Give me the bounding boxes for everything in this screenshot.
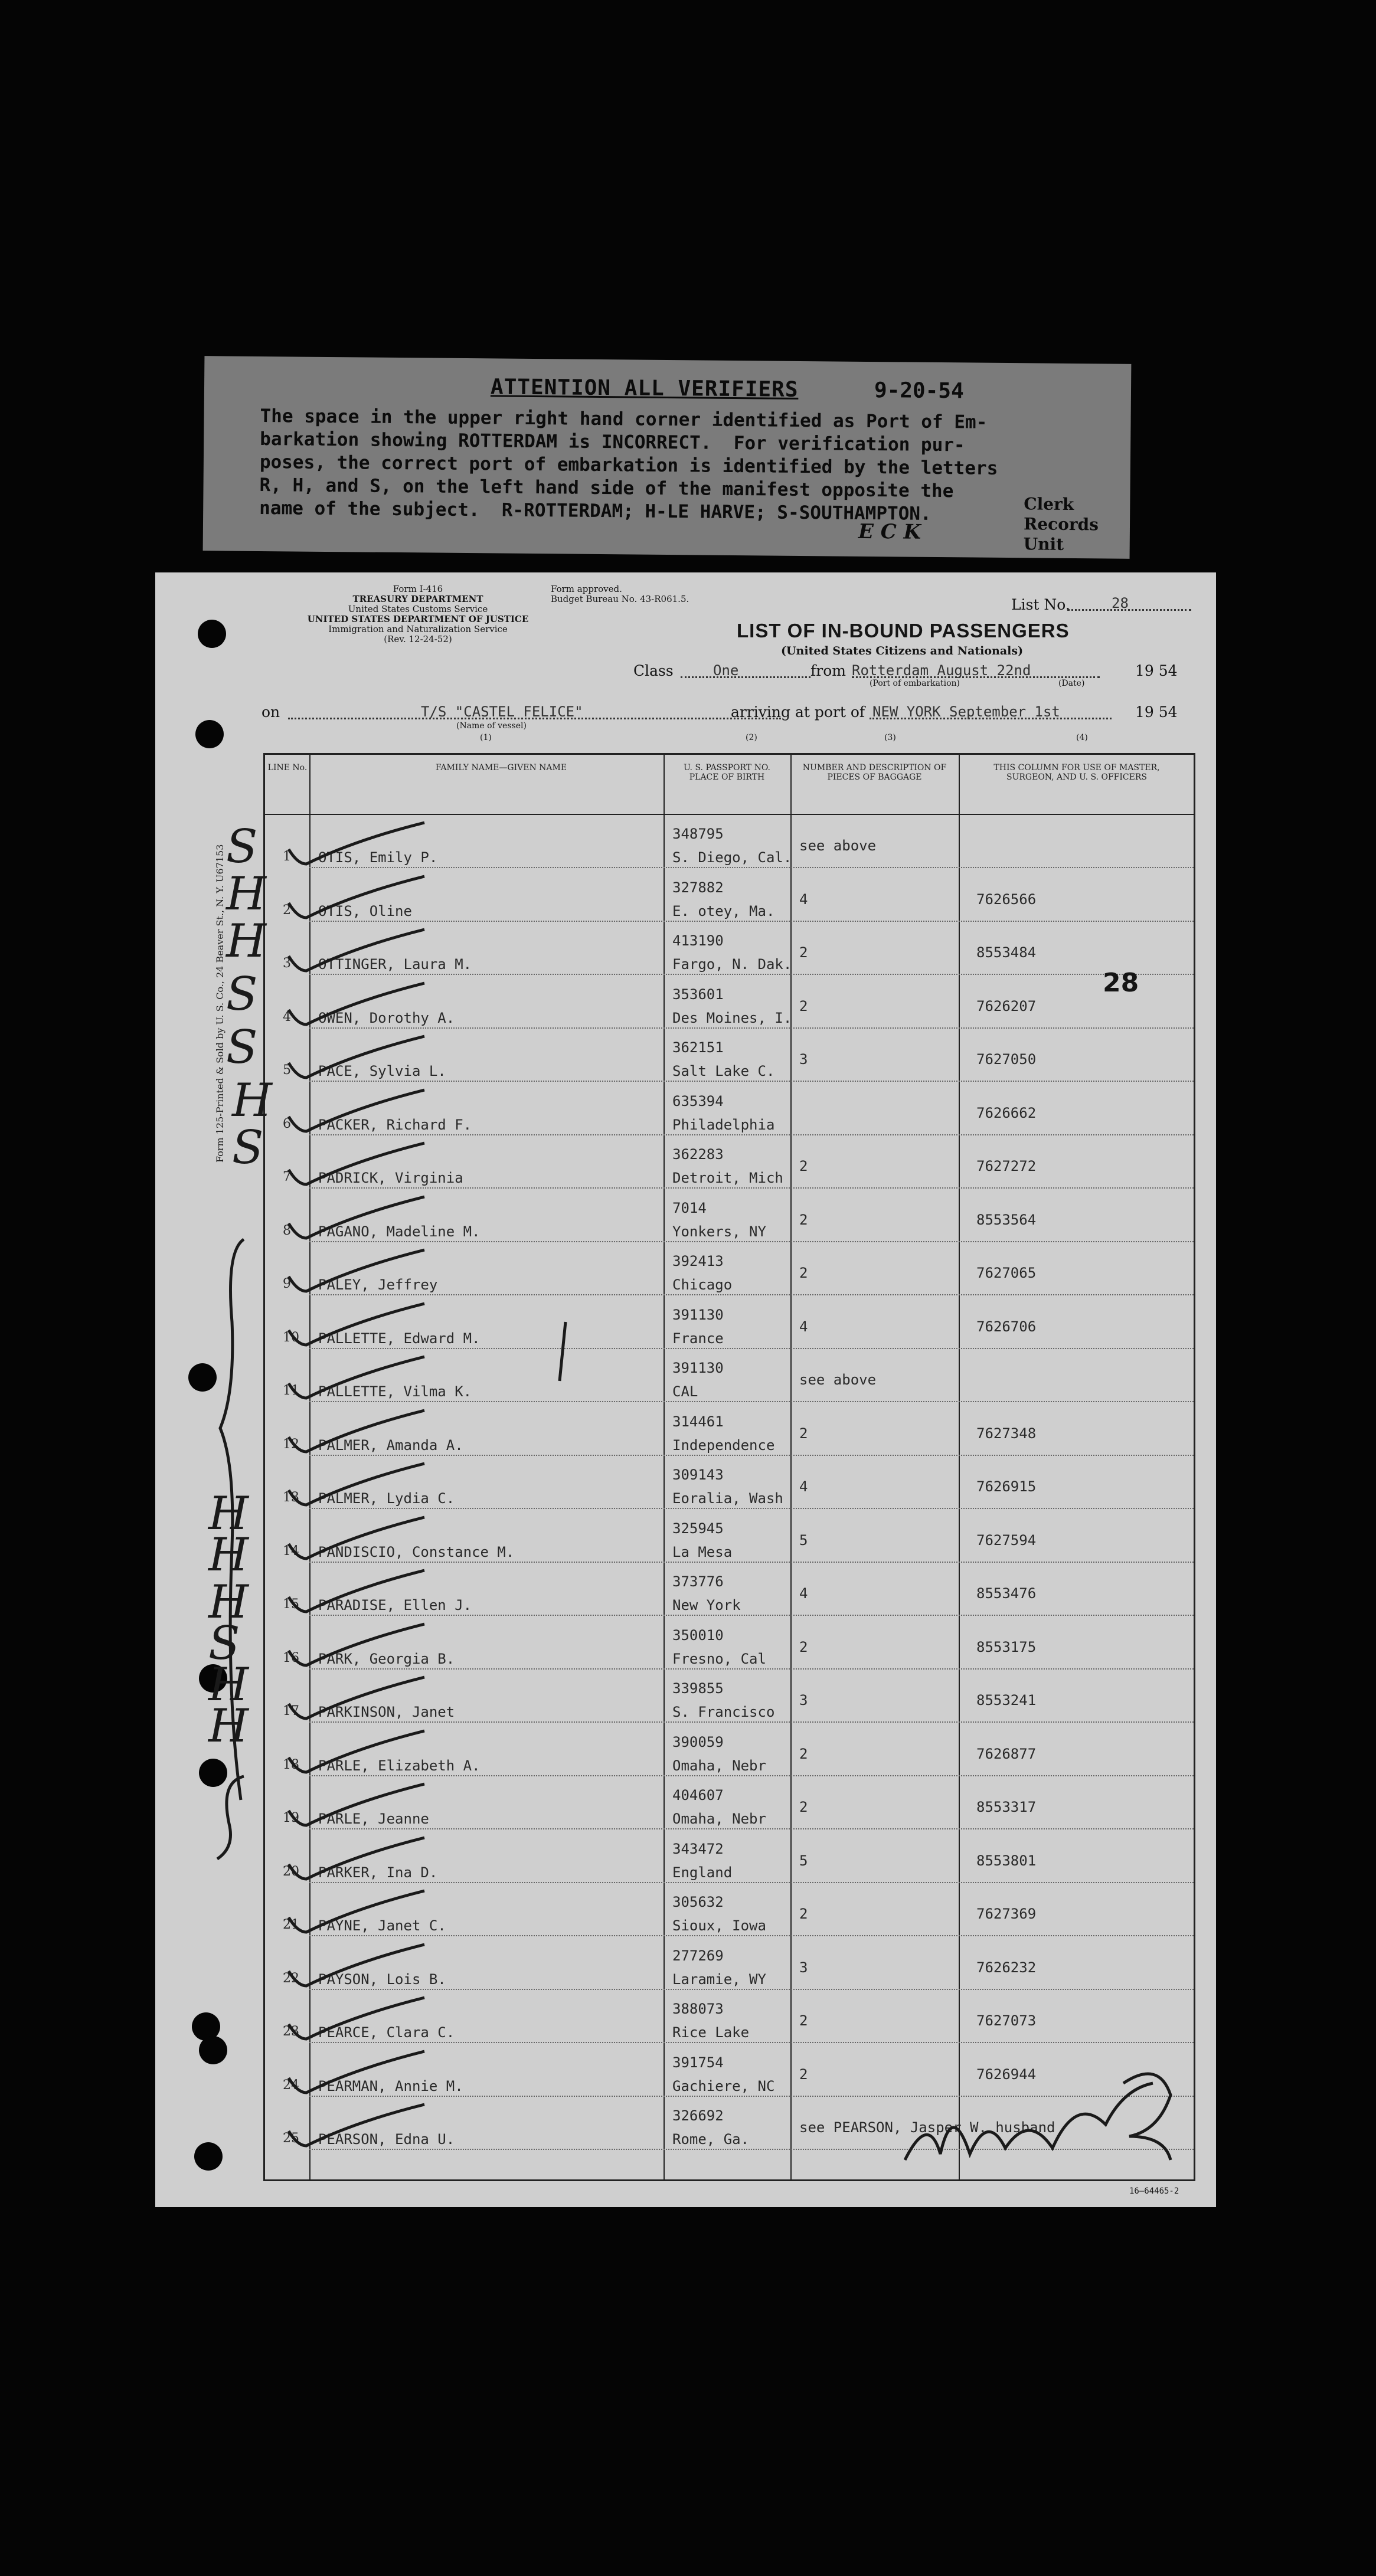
margin-letter: H	[208, 1528, 249, 1582]
baggage-count: 2	[799, 1906, 808, 1922]
place-of-birth: England	[672, 1864, 733, 1881]
col-header-name: FAMILY NAME—GIVEN NAME	[435, 763, 567, 773]
col-header-line: LINE No.	[267, 763, 308, 773]
baggage-count: 2	[799, 1799, 808, 1815]
officer-number: 7627594	[976, 1531, 1037, 1549]
baggage-count: 4	[799, 1585, 808, 1602]
passenger-name: PARADISE, Ellen J.	[318, 1597, 472, 1613]
officer-number: 8553175	[976, 1638, 1037, 1655]
margin-letter: S	[226, 820, 258, 873]
place-of-birth: Omaha, Nebr	[672, 1811, 766, 1827]
passport-number: 339855	[672, 1680, 724, 1697]
budget-bureau: Budget Bureau No. 43-R061.5.	[551, 594, 689, 604]
line-number: 15	[283, 1597, 299, 1612]
passport-number: 391754	[672, 2054, 724, 2071]
line-number: 22	[283, 1971, 299, 1986]
passenger-name: PEARMAN, Annie M.	[318, 2077, 463, 2094]
line-number: 5	[283, 1063, 291, 1078]
dept-treasury: TREASURY DEPARTMENT	[352, 594, 483, 604]
passenger-name: PARLE, Elizabeth A.	[318, 1757, 481, 1774]
baggage-count: 3	[799, 1051, 808, 1068]
passenger-name: PACE, Sylvia L.	[318, 1063, 446, 1079]
passenger-name: PAYSON, Lois B.	[318, 1971, 446, 1988]
officer-number: 7626877	[976, 1745, 1037, 1762]
baggage-count: 2	[799, 1211, 808, 1228]
baggage-count: 5	[799, 1852, 808, 1869]
passenger-name: PALEY, Jeffrey	[318, 1276, 438, 1293]
officer-number: 7626232	[976, 1959, 1037, 1976]
dept-ins: Immigration and Naturalization Service	[328, 624, 508, 634]
passport-number: 353601	[672, 986, 724, 1003]
line-number: 10	[283, 1330, 299, 1345]
baggage-count: see PEARSON, Jasper W. husband	[799, 2119, 1055, 2136]
officer-number: 7627073	[976, 2012, 1037, 2029]
passport-number: 390059	[672, 1733, 724, 1750]
list-no-label: List No.	[1011, 596, 1070, 613]
officer-number: 7627369	[976, 1906, 1037, 1922]
passenger-name: PALMER, Amanda A.	[318, 1436, 463, 1454]
slip-initials: E C K	[858, 519, 921, 544]
officer-number: 8553476	[976, 1585, 1037, 1602]
passport-number: 413190	[672, 932, 724, 949]
passenger-name: PARKER, Ina D.	[318, 1864, 438, 1881]
class-value: One	[713, 662, 739, 679]
passenger-name: OTIS, Emily P.	[318, 849, 438, 866]
attention-slip	[203, 356, 1132, 559]
margin-letter: H	[226, 915, 267, 968]
passenger-name: PARLE, Jeanne	[318, 1811, 429, 1827]
margin-letter: S	[208, 1617, 240, 1670]
place-of-birth: Yonkers, NY	[672, 1223, 766, 1240]
passenger-name: PAGANO, Madeline M.	[318, 1223, 481, 1240]
date-note: (Date)	[1058, 679, 1085, 688]
place-of-birth: Des Moines, I.	[672, 1009, 792, 1026]
slip-title: ATTENTION ALL VERIFIERS	[490, 375, 799, 402]
col-header-officers: THIS COLUMN FOR USE OF MASTER, SURGEON, AND U. S. OFFICERS	[993, 763, 1160, 782]
baggage-count: 3	[799, 1959, 808, 1976]
baggage-count: 2	[799, 2066, 808, 2083]
place-of-birth: Fargo, N. Dak.	[672, 956, 792, 973]
officer-number: 8553241	[976, 1692, 1037, 1708]
passenger-name: PALMER, Lydia C.	[318, 1490, 455, 1507]
passenger-name: PEARCE, Clara C.	[318, 2024, 455, 2041]
line-number: 23	[283, 2024, 299, 2039]
baggage-count: see above	[799, 1372, 877, 1388]
passenger-name: PAYNE, Janet C.	[318, 1917, 446, 1934]
passport-number: 388073	[672, 2001, 724, 2017]
passport-number: 392413	[672, 1253, 724, 1269]
vessel-note: (Name of vessel)	[456, 721, 527, 731]
line-number: 3	[283, 956, 291, 971]
passport-number: 635394	[672, 1092, 724, 1109]
passport-number: 362283	[672, 1146, 724, 1163]
vessel-name: T/S "CASTEL FELICE"	[421, 703, 583, 720]
passport-number: 350010	[672, 1626, 724, 1644]
passenger-name: PALLETTE, Edward M.	[318, 1330, 481, 1347]
slip-date: 9-20-54	[874, 378, 964, 404]
baggage-count: 4	[799, 1318, 808, 1335]
passenger-name: PALLETTE, Vilma K.	[318, 1383, 472, 1400]
margin-letter: H	[208, 1658, 249, 1711]
margin-letter: S	[226, 968, 258, 1021]
passenger-name: OWEN, Dorothy A.	[318, 1009, 455, 1026]
col-num-3: (3)	[884, 733, 896, 742]
place-of-birth: France	[672, 1330, 724, 1347]
baggage-count: 2	[799, 2012, 808, 2029]
stamped-list-number: 28	[1103, 968, 1139, 998]
form-revision: (Rev. 12-24-52)	[384, 634, 452, 644]
baggage-count: 5	[799, 1531, 808, 1549]
col-num-1: (1)	[480, 733, 492, 742]
margin-letter: H	[208, 1487, 249, 1540]
year-2: 19 54	[1135, 703, 1178, 721]
passenger-name: PARK, Georgia B.	[318, 1650, 455, 1667]
passenger-name: PADRICK, Virginia	[318, 1170, 463, 1186]
line-number: 25	[283, 2131, 299, 2146]
place-of-birth: Rome, Ga.	[672, 2131, 750, 2148]
passenger-name: PACKER, Richard F.	[318, 1116, 472, 1133]
col-header-passport: U. S. PASSPORT NO. PLACE OF BIRTH	[684, 763, 770, 782]
officer-number: 8553801	[976, 1852, 1037, 1869]
margin-letter: H	[226, 868, 267, 921]
place-of-birth: Rice Lake	[672, 2024, 750, 2041]
line-number: 1	[283, 849, 291, 864]
handwritten-stroke	[560, 1322, 566, 1381]
passport-number: 7014	[672, 1199, 707, 1216]
place-of-birth: Gachiere, NC	[672, 2077, 775, 2094]
line-number: 20	[283, 1864, 299, 1879]
line-number: 2	[283, 902, 291, 918]
class-label: Class	[633, 662, 674, 679]
place-of-birth: S. Francisco	[672, 1704, 775, 1720]
passport-number: 326692	[672, 2107, 724, 2124]
printer-note: Form 125-Printed & Sold by U. S. Co., 24 Beaver St., N. Y. U67153	[214, 844, 225, 1163]
line-number: 9	[283, 1276, 291, 1291]
arriving-label: arriving at port of	[731, 703, 865, 721]
baggage-count: 3	[799, 1692, 808, 1708]
arrival-port: NEW YORK September 1st	[872, 703, 1060, 720]
place-of-birth: S. Diego, Cal.	[672, 849, 792, 866]
passport-number: 314461	[672, 1413, 724, 1430]
line-number: 11	[283, 1383, 299, 1398]
place-of-birth: E. otey, Ma.	[672, 902, 775, 919]
place-of-birth: La Mesa	[672, 1543, 733, 1560]
passenger-name: PANDISCIO, Constance M.	[318, 1543, 515, 1560]
line-number: 17	[283, 1704, 299, 1719]
handwritten-marks	[155, 572, 1216, 2207]
baggage-count: 2	[799, 1638, 808, 1655]
officer-number: 7627272	[976, 1158, 1037, 1174]
handwritten-signature	[905, 2083, 1153, 2160]
passport-number: 391130	[672, 1306, 724, 1323]
passport-number: 348795	[672, 826, 724, 842]
officer-number: 7627348	[976, 1425, 1037, 1442]
from-label: from	[810, 662, 846, 679]
form-number: Form I-416	[393, 584, 443, 594]
line-number: 8	[283, 1223, 291, 1238]
officer-number: 7627065	[976, 1265, 1037, 1281]
passenger-name: OTIS, Oline	[318, 902, 412, 919]
place-of-birth: Independence	[672, 1436, 775, 1454]
line-number: 16	[283, 1650, 299, 1665]
place-of-birth: Eoralia, Wash	[672, 1490, 783, 1507]
place-of-birth: Fresno, Cal	[672, 1650, 766, 1667]
officer-number: 7626706	[976, 1318, 1037, 1335]
passport-number: 327882	[672, 879, 724, 896]
baggage-count: 2	[799, 1158, 808, 1174]
line-number: 18	[283, 1757, 299, 1772]
col-num-4: (4)	[1076, 733, 1088, 742]
margin-letter: H	[208, 1576, 249, 1629]
margin-letter: S	[226, 1021, 258, 1074]
col-header-baggage: NUMBER AND DESCRIPTION OF PIECES OF BAGGAGE	[802, 763, 947, 782]
footer-code: 16—64465-2	[1129, 2187, 1179, 2196]
baggage-count: 2	[799, 1745, 808, 1762]
form-approved: Form approved.	[551, 584, 622, 594]
on-label: on	[262, 703, 280, 721]
baggage-count: 2	[799, 1425, 808, 1442]
officer-number: 8553317	[976, 1799, 1037, 1815]
officer-number: 7626566	[976, 891, 1037, 908]
passport-number: 277269	[672, 1947, 724, 1964]
officer-number: 8553564	[976, 1211, 1037, 1228]
dept-justice: UNITED STATES DEPARTMENT OF JUSTICE	[307, 614, 529, 624]
form-subtitle: (United States Citizens and Nationals)	[781, 644, 1024, 657]
place-of-birth: New York	[672, 1597, 741, 1613]
line-number: 12	[283, 1436, 299, 1452]
dept-customs: United States Customs Service	[348, 604, 488, 614]
passport-number: 391130	[672, 1360, 724, 1376]
place-of-birth: Salt Lake C.	[672, 1063, 775, 1079]
officer-number: 8553484	[976, 944, 1037, 961]
from-value: Rotterdam August 22nd	[852, 662, 1031, 679]
place-of-birth: CAL	[672, 1383, 698, 1400]
place-of-birth: Detroit, Mich	[672, 1170, 783, 1186]
line-number: 24	[283, 2077, 299, 2093]
line-number: 7	[283, 1170, 291, 1184]
baggage-count: 2	[799, 997, 808, 1014]
port-embarkation-note: (Port of embarkation)	[870, 679, 960, 688]
passport-number: 343472	[672, 1840, 724, 1857]
list-no-value: 28	[1112, 595, 1129, 611]
passenger-name: PEARSON, Edna U.	[318, 2131, 455, 2148]
margin-letter: H	[208, 1700, 249, 1753]
line-number: 19	[283, 1811, 299, 1825]
place-of-birth: Sioux, Iowa	[672, 1917, 766, 1934]
officer-number: 7626915	[976, 1478, 1037, 1495]
margin-letter: H	[232, 1074, 273, 1127]
passenger-name: PARKINSON, Janet	[318, 1704, 455, 1720]
passport-number: 325945	[672, 1520, 724, 1537]
place-of-birth: Omaha, Nebr	[672, 1757, 766, 1774]
passport-number: 404607	[672, 1787, 724, 1803]
line-number: 6	[283, 1116, 291, 1131]
passport-number: 373776	[672, 1573, 724, 1590]
line-number: 21	[283, 1917, 299, 1932]
passport-number: 362151	[672, 1039, 724, 1056]
place-of-birth: Philadelphia	[672, 1116, 775, 1133]
place-of-birth: Laramie, WY	[672, 1971, 766, 1988]
officer-number: 7626207	[976, 997, 1037, 1014]
col-num-2: (2)	[746, 733, 757, 742]
line-number: 4	[283, 1009, 291, 1024]
line-number: 13	[283, 1490, 299, 1505]
year-1: 19 54	[1135, 662, 1178, 679]
form-title: LIST OF IN-BOUND PASSENGERS	[737, 620, 1070, 641]
officer-number: 7627050	[976, 1051, 1037, 1068]
officer-number: 7626944	[976, 2066, 1037, 2083]
margin-letter: S	[232, 1121, 264, 1174]
slip-body: The space in the upper right hand corner identified as Port of Em- barkation showing ROTTERDAM is INCORRECT. For verification pur- poses, the correct port of embarkation is identified by the letters R, H, and S, on the left hand side of the manifest opposite the name of the subject. R-ROTTERDAM; H-LE HARVE; S-SOUTHAMPTON.	[259, 405, 998, 525]
baggage-count: 2	[799, 944, 808, 961]
line-number: 14	[283, 1543, 299, 1559]
manifest-form	[155, 572, 1216, 2207]
baggage-count: 4	[799, 891, 808, 908]
officer-number: 7626662	[976, 1104, 1037, 1121]
passenger-name: OTTINGER, Laura M.	[318, 956, 472, 973]
handwritten-number	[1123, 2074, 1171, 2160]
place-of-birth: Chicago	[672, 1276, 733, 1293]
passport-number: 309143	[672, 1467, 724, 1483]
passport-number: 305632	[672, 1894, 724, 1910]
baggage-count: 2	[799, 1265, 808, 1281]
baggage-count: 4	[799, 1478, 808, 1495]
baggage-count: see above	[799, 837, 877, 854]
slip-clerk: Clerk Records Unit	[1023, 494, 1099, 554]
